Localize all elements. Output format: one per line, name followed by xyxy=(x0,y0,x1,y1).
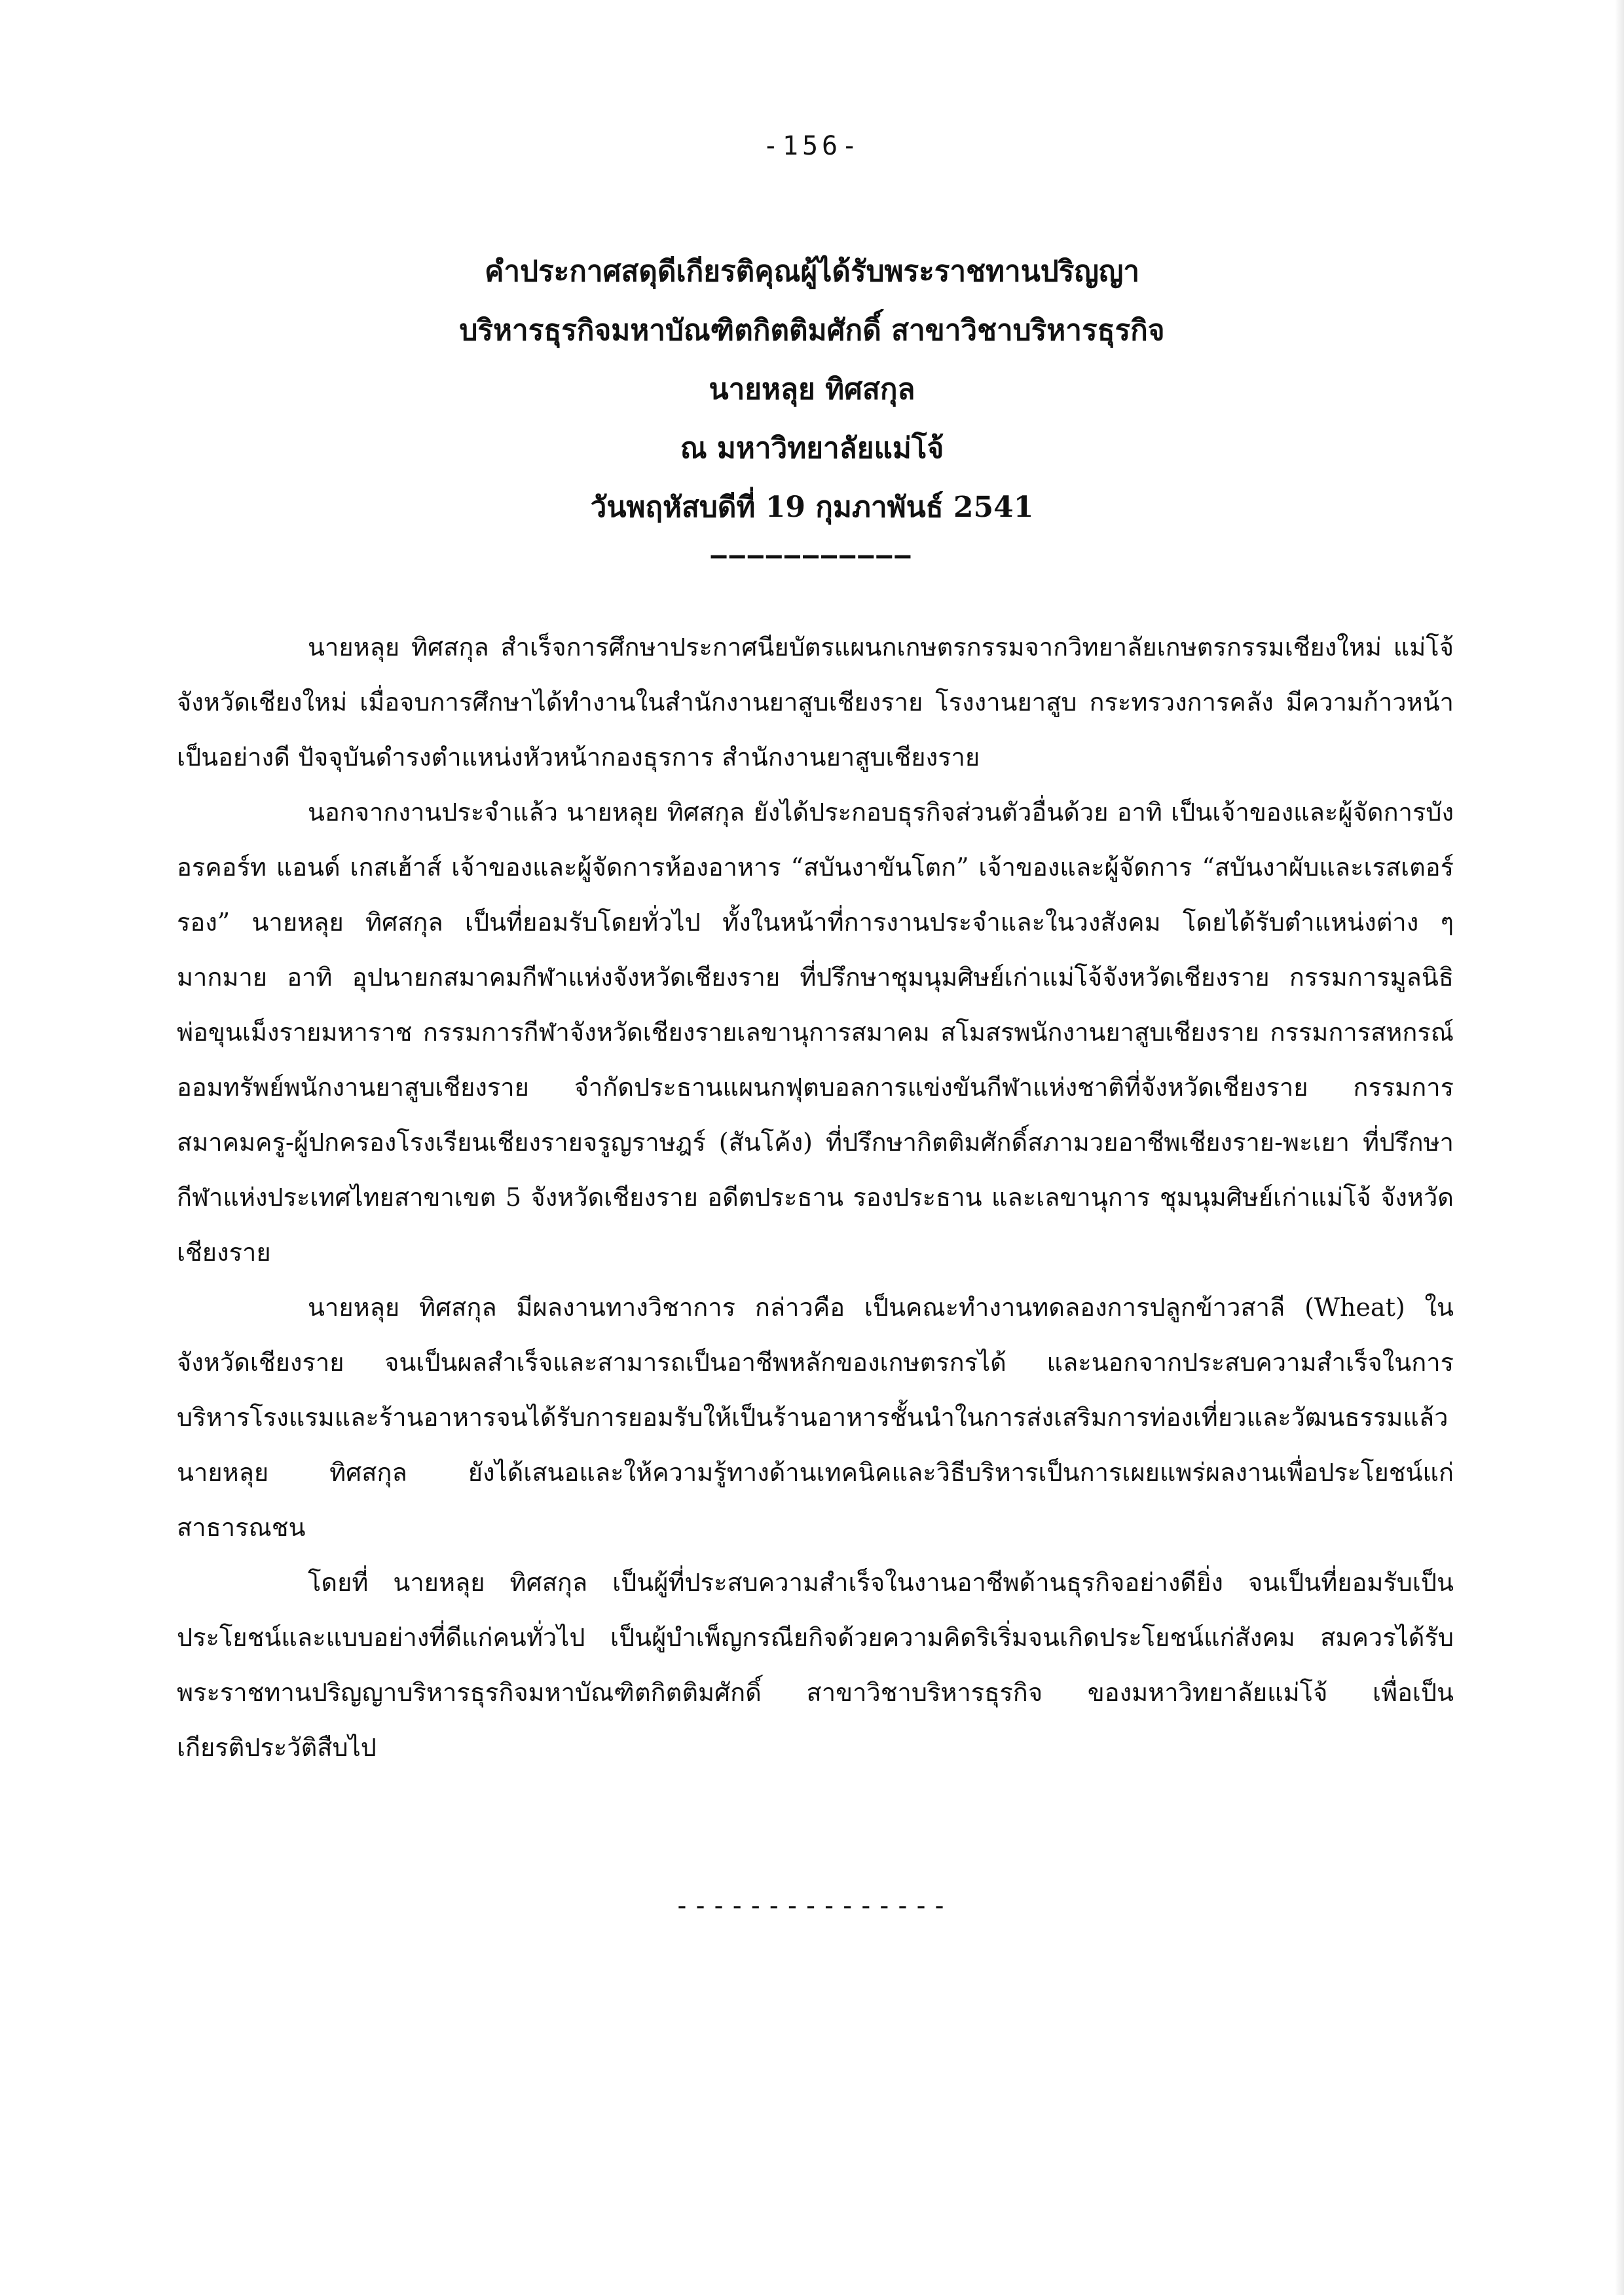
honoree-name: นายหลุย ทิศสกุล xyxy=(709,373,915,406)
title-block xyxy=(157,242,1467,537)
paragraph-education-career: นายหลุย ทิศสกุล สำเร็จการศึกษาประกาศนียบัตรแผนกเกษตรกรรมจากวิทยาลัยเกษตรกรรมเชียงใหม่ แม่โจ้ จังหวัดเชียงใหม่ เมื่อจบการศึกษาได้ทำงานในสำนักงานยาสูบเชียงราย โรงงานยาสูบ กระทรวงการคลัง มีความก้าวหน้าเป็นอย่างดี ปัจจุบันดำรงตำแหน่งหัวหน้ากองธุรการ สำนักงานยาสูบเชียงราย xyxy=(177,633,1454,772)
paragraph-business-positions: นอกจากงานประจำแล้ว นายหลุย ทิศสกุล ยังได้ประกอบธุรกิจส่วนตัวอื่นด้วย อาทิ เป็นเจ้าของและผู้จัดการบังอรคอร์ท แอนด์ เกสเฮ้าส์ เจ้าของและผู้จัดการห้องอาหาร “สบันงาขันโตก” เจ้าของและผู้จัดการ “สบันงาผับและเรสเตอร์รอง” นายหลุย ทิศสกุล เป็นที่ยอมรับโดยทั่วไป ทั้งในหน้าที่การงานประจำและในวงสังคม โดยได้รับตำแหน่งต่าง ๆ มากมาย อาทิ อุปนายกสมาคมกีฬาแห่งจังหวัดเชียงราย ที่ปรึกษาชุมนุมศิษย์เก่าแม่โจ้จังหวัดเชียงราย กรรมการมูลนิธิพ่อขุนเม็งรายมหาราช กรรมการกีฬาจังหวัดเชียงรายเลขานุการสมาคม สโมสรพนักงานยาสูบเชียงราย กรรมการสหกรณ์ ออมทรัพย์พนักงานยาสูบเชียงราย จำกัดประธานแผนกฟุตบอลการแข่งขันกีฬาแห่งชาติที่จังหวัดเชียงราย กรรมการสมาคมครู-ผู้ปกครองโรงเรียนเชียงรายจรูญราษฎร์ (สันโค้ง) ที่ปรึกษากิตติมศักดิ์สภามวยอาชีพเชียงราย-พะเยา ที่ปรึกษากีฬาแห่งประเทศไทยสาขาเขต 5 จังหวัดเชียงราย อดีตประธาน รองประธาน และเลขานุการ ชุมนุมศิษย์เก่าแม่โจ้ จังหวัดเชียงราย xyxy=(177,798,1454,1267)
title-line-2: บริหารธุรกิจมหาบัณฑิตกิตติมศักดิ์ สาขาวิชาบริหารธุรกิจ xyxy=(459,314,1165,347)
page-edge-shadow xyxy=(1615,0,1624,2295)
citation-body xyxy=(177,620,1454,1775)
paragraph-conclusion: โดยที่ นายหลุย ทิศสกุล เป็นผู้ที่ประสบความสำเร็จในงานอาชีพด้านธุรกิจอย่างดียิ่ง จนเป็นที่ยอมรับเป็นประโยชน์และแบบอย่างที่ดีแก่คนทั่วไป เป็นผู้บำเพ็ญกรณียกิจด้วยความคิดริเริ่มจนเกิดประโยชน์แก่สังคม สมควรได้รับพระราชทานปริญญาบริหารธุรกิจมหาบัณฑิตกิตติมศักดิ์ สาขาวิชาบริหารธุรกิจ ของมหาวิทยาลัยแม่โจ้ เพื่อเป็นเกียรติประวัติสืบไป xyxy=(177,1568,1454,1762)
title-line-1: คำประกาศสดุดีเกียรติคุณผู้ได้รับพระราชทานปริญญา xyxy=(484,255,1140,288)
page-number: -156- xyxy=(762,131,862,161)
date-line: วันพฤหัสบดีที่ 19 กุมภาพันธ์ 2541 xyxy=(590,491,1034,524)
title-divider: ——————————— xyxy=(710,540,913,570)
closing-divider: --------------- xyxy=(674,1891,950,1921)
venue-line: ณ มหาวิทยาลัยแม่โจ้ xyxy=(680,432,944,465)
paragraph-academic-work: นายหลุย ทิศสกุล มีผลงานทางวิชาการ กล่าวคือ เป็นคณะทำงานทดลองการปลูกข้าวสาลี (Wheat) ในจังหวัดเชียงราย จนเป็นผลสำเร็จและสามารถเป็นอาชีพหลักของเกษตรกรได้ และนอกจากประสบความสำเร็จในการบริหารโรงแรมและร้านอาหารจนได้รับการยอมรับให้เป็นร้านอาหารชั้นนำในการส่งเสริมการท่องเที่ยวและวัฒนธรรมแล้ว นายหลุย ทิศสกุล ยังได้เสนอและให้ความรู้ทางด้านเทคนิคและวิธีบริหารเป็นการเผยแพร่ผลงานเพื่อประโยชน์แก่สาธารณชน xyxy=(177,1293,1454,1542)
